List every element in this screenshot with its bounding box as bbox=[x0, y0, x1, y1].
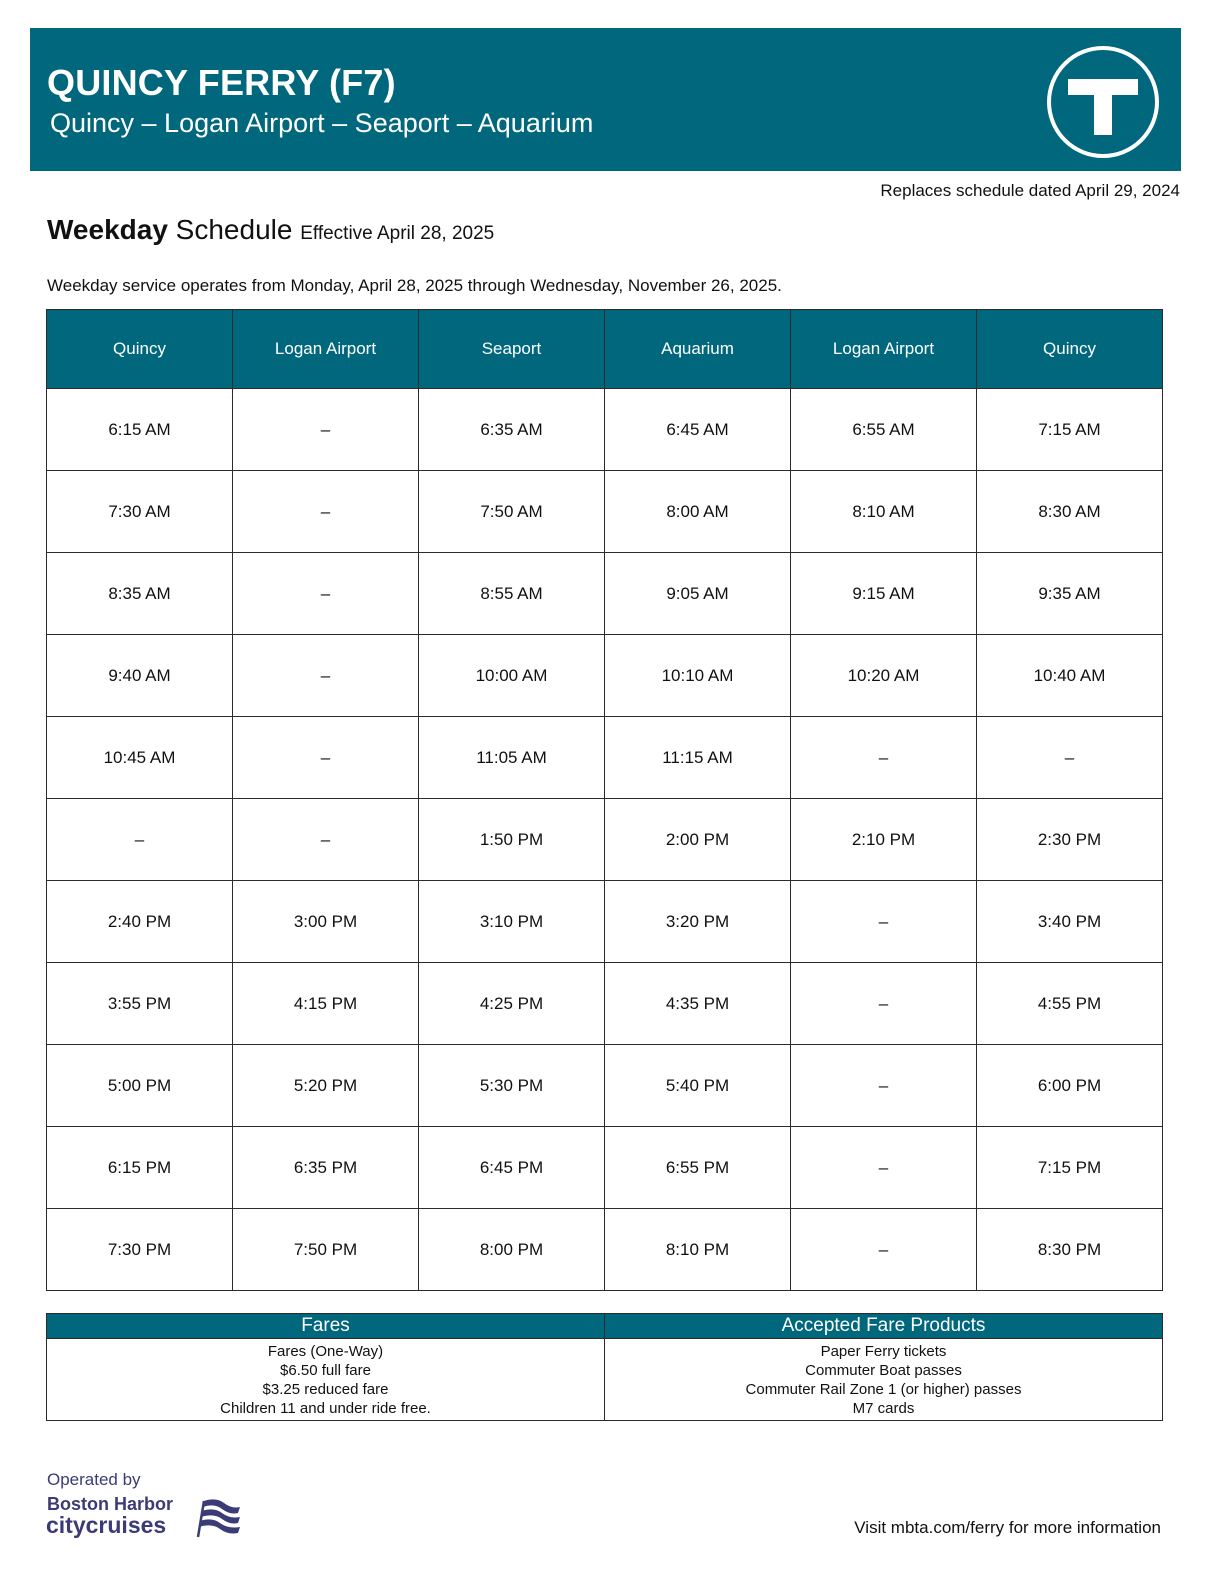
schedule-cell: – bbox=[791, 1209, 977, 1291]
fares-line: Children 11 and under ride free. bbox=[220, 1400, 431, 1417]
schedule-cell: 3:20 PM bbox=[605, 881, 791, 963]
table-row bbox=[47, 1127, 1163, 1209]
fares-cell bbox=[47, 1339, 605, 1421]
table-row bbox=[47, 553, 1163, 635]
fares-line: Fares (One-Way) bbox=[267, 1343, 384, 1360]
schedule-cell: 7:30 PM bbox=[47, 1209, 233, 1291]
schedule-cell: 3:55 PM bbox=[47, 963, 233, 1045]
operator-name-line2: citycruises bbox=[46, 1512, 167, 1538]
schedule-cell: – bbox=[233, 471, 419, 553]
header-banner bbox=[30, 28, 1181, 171]
schedule-cell: 2:10 PM bbox=[791, 799, 977, 881]
schedule-cell: 7:50 AM bbox=[419, 471, 605, 553]
table-row bbox=[47, 881, 1163, 963]
column-header-seaport: Seaport bbox=[419, 310, 605, 389]
schedule-cell: – bbox=[791, 1127, 977, 1209]
schedule-cell: – bbox=[233, 389, 419, 471]
operated-by-label: Operated by bbox=[47, 1470, 141, 1489]
schedule-cell: 2:40 PM bbox=[47, 881, 233, 963]
schedule-cell: 5:30 PM bbox=[419, 1045, 605, 1127]
schedule-cell: 8:55 AM bbox=[419, 553, 605, 635]
schedule-word: Schedule bbox=[175, 214, 293, 245]
schedule-cell: – bbox=[791, 963, 977, 1045]
schedule-cell: 1:50 PM bbox=[419, 799, 605, 881]
fares-line: $3.25 reduced fare bbox=[262, 1381, 389, 1398]
schedule-cell: 2:30 PM bbox=[977, 799, 1163, 881]
schedule-cell: – bbox=[791, 881, 977, 963]
schedule-cell: 3:00 PM bbox=[233, 881, 419, 963]
schedule-cell: 6:55 AM bbox=[791, 389, 977, 471]
schedule-cell: 9:15 AM bbox=[791, 553, 977, 635]
schedule-cell: 11:15 AM bbox=[605, 717, 791, 799]
column-header-aquarium: Aquarium bbox=[605, 310, 791, 389]
schedule-cell: 9:05 AM bbox=[605, 553, 791, 635]
fare-products-header: Accepted Fare Products bbox=[605, 1314, 1163, 1339]
table-row bbox=[47, 471, 1163, 553]
table-row bbox=[47, 1045, 1163, 1127]
schedule-cell: 5:20 PM bbox=[233, 1045, 419, 1127]
schedule-cell: 6:45 AM bbox=[605, 389, 791, 471]
fare-product-line: Commuter Boat passes bbox=[805, 1362, 962, 1379]
schedule-cell: 10:45 AM bbox=[47, 717, 233, 799]
page-title: QUINCY FERRY (F7) bbox=[47, 62, 396, 103]
schedule-cell: 5:40 PM bbox=[605, 1045, 791, 1127]
schedule-cell: 10:10 AM bbox=[605, 635, 791, 717]
fare-products-cell bbox=[605, 1339, 1163, 1421]
effective-date: Effective April 28, 2025 bbox=[300, 223, 495, 244]
schedule-cell: – bbox=[233, 799, 419, 881]
table-row bbox=[47, 717, 1163, 799]
schedule-cell: 3:40 PM bbox=[977, 881, 1163, 963]
table-row bbox=[47, 799, 1163, 881]
schedule-cell: 4:55 PM bbox=[977, 963, 1163, 1045]
schedule-cell: 4:15 PM bbox=[233, 963, 419, 1045]
schedule-cell: – bbox=[233, 717, 419, 799]
schedule-heading bbox=[47, 214, 494, 246]
schedule-cell: – bbox=[47, 799, 233, 881]
column-header-logan-airport: Logan Airport bbox=[233, 310, 419, 389]
table-row bbox=[47, 635, 1163, 717]
schedule-cell: 6:45 PM bbox=[419, 1127, 605, 1209]
schedule-table bbox=[46, 309, 1163, 1291]
fare-product-line: Paper Ferry tickets bbox=[820, 1343, 947, 1360]
schedule-cell: 8:30 AM bbox=[977, 471, 1163, 553]
schedule-cell: 10:40 AM bbox=[977, 635, 1163, 717]
schedule-cell: 8:30 PM bbox=[977, 1209, 1163, 1291]
column-header-logan-airport-return: Logan Airport bbox=[791, 310, 977, 389]
schedule-cell: 10:00 AM bbox=[419, 635, 605, 717]
schedule-cell: 9:40 AM bbox=[47, 635, 233, 717]
flag-logo-icon bbox=[192, 1497, 244, 1539]
schedule-cell: – bbox=[233, 635, 419, 717]
schedule-cell: 6:00 PM bbox=[977, 1045, 1163, 1127]
schedule-cell: 6:15 PM bbox=[47, 1127, 233, 1209]
fares-header: Fares bbox=[47, 1314, 605, 1339]
schedule-cell: 2:00 PM bbox=[605, 799, 791, 881]
schedule-cell: 7:15 AM bbox=[977, 389, 1163, 471]
fares-table bbox=[46, 1313, 1163, 1421]
schedule-cell: – bbox=[791, 1045, 977, 1127]
schedule-cell: 9:35 AM bbox=[977, 553, 1163, 635]
schedule-cell: 6:55 PM bbox=[605, 1127, 791, 1209]
table-row bbox=[47, 963, 1163, 1045]
fares-line: $6.50 full fare bbox=[280, 1362, 371, 1379]
schedule-cell: – bbox=[977, 717, 1163, 799]
column-header-quincy-return: Quincy bbox=[977, 310, 1163, 389]
schedule-cell: – bbox=[791, 717, 977, 799]
mbta-t-logo-icon bbox=[1047, 46, 1159, 158]
table-row bbox=[47, 389, 1163, 471]
schedule-cell: 5:00 PM bbox=[47, 1045, 233, 1127]
route-subtitle: Quincy – Logan Airport – Seaport – Aquarium bbox=[50, 108, 594, 138]
schedule-body bbox=[47, 389, 1163, 1291]
schedule-cell: 8:00 PM bbox=[419, 1209, 605, 1291]
schedule-cell: 7:30 AM bbox=[47, 471, 233, 553]
schedule-cell: 8:35 AM bbox=[47, 553, 233, 635]
service-note: Weekday service operates from Monday, April 28, 2025 through Wednesday, November 26, 2025. bbox=[47, 276, 782, 295]
visit-info: Visit mbta.com/ferry for more information bbox=[854, 1518, 1161, 1537]
schedule-header-row bbox=[47, 310, 1163, 389]
schedule-cell: – bbox=[233, 553, 419, 635]
schedule-cell: 8:10 AM bbox=[791, 471, 977, 553]
schedule-cell: 6:35 PM bbox=[233, 1127, 419, 1209]
schedule-cell: 7:50 PM bbox=[233, 1209, 419, 1291]
column-header-quincy: Quincy bbox=[47, 310, 233, 389]
schedule-cell: 6:15 AM bbox=[47, 389, 233, 471]
table-row bbox=[47, 1209, 1163, 1291]
schedule-cell: 6:35 AM bbox=[419, 389, 605, 471]
schedule-cell: 3:10 PM bbox=[419, 881, 605, 963]
replaces-note: Replaces schedule dated April 29, 2024 bbox=[880, 181, 1180, 200]
schedule-cell: 10:20 AM bbox=[791, 635, 977, 717]
schedule-cell: 7:15 PM bbox=[977, 1127, 1163, 1209]
schedule-cell: 4:35 PM bbox=[605, 963, 791, 1045]
schedule-cell: 11:05 AM bbox=[419, 717, 605, 799]
schedule-cell: 8:10 PM bbox=[605, 1209, 791, 1291]
schedule-day: Weekday bbox=[47, 214, 168, 245]
schedule-cell: 8:00 AM bbox=[605, 471, 791, 553]
schedule-cell: 4:25 PM bbox=[419, 963, 605, 1045]
fare-product-line: Commuter Rail Zone 1 (or higher) passes bbox=[745, 1381, 1022, 1398]
operator-name-line1: Boston Harbor bbox=[47, 1494, 173, 1514]
fare-product-line: M7 cards bbox=[852, 1400, 915, 1417]
